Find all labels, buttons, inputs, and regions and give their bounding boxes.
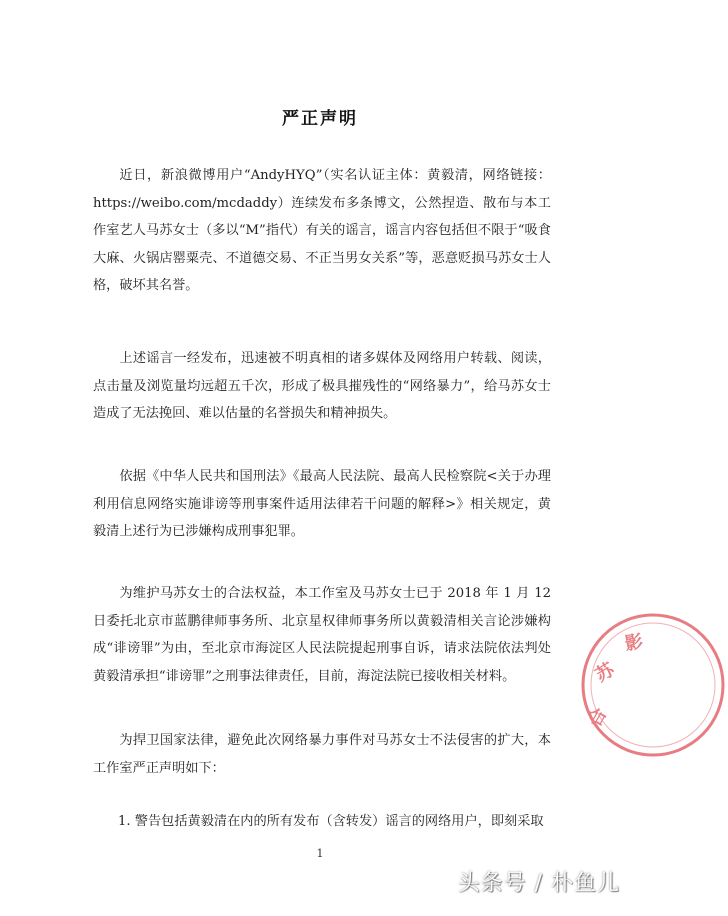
paragraph-4: 为维护马苏女士的合法权益，本工作室及马苏女士已于 2018 年 1 月 12 日委托北京市蓝鹏律师事务所、北京星权律师事务所以黄毅清相关言论涉嫌构成“诽谤罪”为由，至北京市海淀区人民法院提起刑事自诉，请求法院依法判处黄毅清承担“诽谤罪”之刑事法律责任，目前，海淀法院已接收相关材料。 [93, 586, 551, 684]
svg-text:苏: 苏 [592, 659, 619, 687]
list-item-1: 1. 警告包括黄毅清在内的所有发布（含转发）谣言的网络用户，即刻采取 [118, 814, 544, 829]
paragraph-3: 依据《中华人民共和国刑法》《最高人民法院、最高人民检察院<关于办理利用信息网络实施诽谤等刑事案件适用法律若干问题的解释>》相关规定，黄毅清上述行为已涉嫌构成刑事犯罪。 [93, 469, 551, 540]
paragraph-1: 近日，新浪微博用户“AndyHYQ”（实名认证主体：黄毅清，网络链接：https://weibo.com/mcdaddy）连续发布多条博文，公然捏造、散布与本工作室艺人马苏女士（多以“M”指代）有关的谣言，谣言内容包括但不限于“吸食大麻、火锅店罂粟壳、不道德交易、不正当男女关系”等，恶意贬损马苏女士人格，破坏其名誉。 [93, 168, 551, 294]
page-number: 1 [316, 847, 324, 860]
svg-text:合: 合 [584, 704, 612, 731]
page-title: 严正声明 [282, 109, 358, 129]
svg-text:影: 影 [623, 631, 645, 655]
company-seal-stamp [578, 610, 728, 760]
paragraph-2: 上述谣言一经发布，迅速被不明真相的诸多媒体及网络用户转载、阅读，点击量及浏览量均远超五千次，形成了极具摧残性的“网络暴力”，给马苏女士造成了无法挽回、难以估量的名誉损失和精神损失。 [93, 351, 551, 422]
paragraph-5: 为捍卫国家法律，避免此次网络暴力事件对马苏女士不法侵害的扩大，本工作室严正声明如下： [93, 733, 551, 776]
watermark-text: 头条号 / 朴鱼儿 [457, 871, 620, 896]
